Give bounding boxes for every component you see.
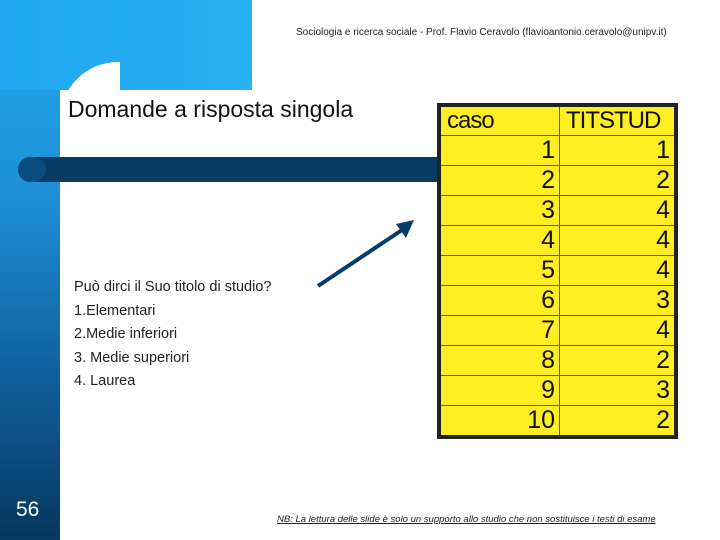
slide-title: Domande a risposta singola [68, 96, 354, 122]
cell-titstud: 1 [560, 136, 677, 166]
question-prompt: Può dirci il Suo titolo di studio? [74, 279, 272, 295]
cell-caso: 3 [439, 196, 560, 226]
cell-titstud: 3 [560, 286, 677, 316]
data-table [437, 103, 678, 439]
option-4: 4. Laurea [74, 373, 136, 389]
cell-titstud: 2 [560, 406, 677, 438]
cell-titstud: 4 [560, 226, 677, 256]
page-number: 56 [16, 498, 40, 521]
table-row [439, 406, 676, 438]
table-row [439, 316, 676, 346]
table-row [439, 376, 676, 406]
cell-caso: 6 [439, 286, 560, 316]
header-caso: caso [439, 105, 560, 136]
table-row [439, 196, 676, 226]
cell-caso: 2 [439, 166, 560, 196]
table-row [439, 166, 676, 196]
cell-caso: 5 [439, 256, 560, 286]
option-1: 1.Elementari [74, 302, 156, 319]
cell-caso: 10 [439, 406, 560, 438]
accent-bar-cap [18, 157, 46, 182]
cell-caso: 8 [439, 346, 560, 376]
cell-titstud: 4 [560, 196, 677, 226]
cell-caso: 1 [439, 136, 560, 166]
cell-caso: 4 [439, 226, 560, 256]
cell-titstud: 2 [560, 166, 677, 196]
cell-caso: 7 [439, 316, 560, 346]
table-row [439, 256, 676, 286]
table-header-row [439, 105, 676, 136]
footer-note[interactable]: NB: La lettura delle slide è solo un supporto allo studio che non sostituisce i testi di esame [277, 514, 656, 525]
table-row [439, 226, 676, 256]
header-titstud: TITSTUD [560, 105, 677, 136]
table-row [439, 346, 676, 376]
arrow-icon [310, 208, 420, 288]
header-text: Sociologia e ricerca sociale - Prof. Flavio Ceravolo (flavioantonio.ceravolo@unipv.it) [296, 27, 667, 38]
table-row [439, 286, 676, 316]
cell-caso: 9 [439, 376, 560, 406]
top-band-decoration [0, 0, 252, 90]
cell-titstud: 4 [560, 256, 677, 286]
accent-bar [18, 157, 470, 182]
cell-titstud: 3 [560, 376, 677, 406]
table-row [439, 136, 676, 166]
option-2: 2.Medie inferiori [74, 326, 178, 342]
question-block [74, 276, 271, 394]
option-3: 3. Medie superiori [74, 349, 190, 366]
cell-titstud: 2 [560, 346, 677, 376]
cell-titstud: 4 [560, 316, 677, 346]
